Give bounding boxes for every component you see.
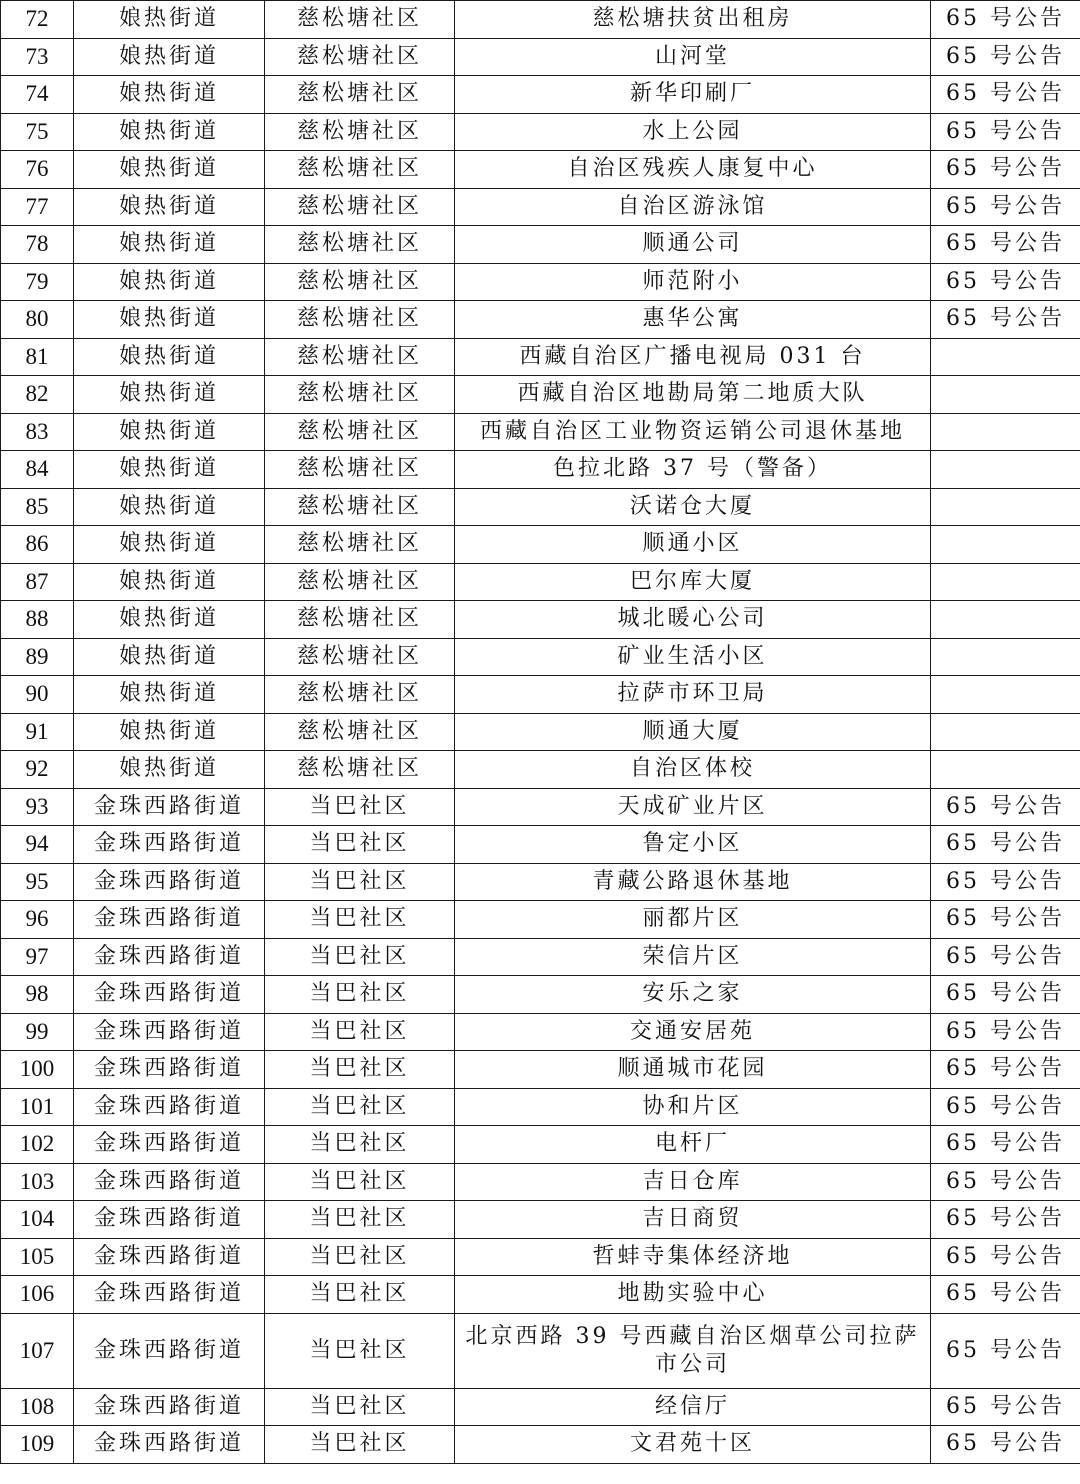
street-cell: 金珠西路街道: [74, 1313, 265, 1388]
row-number: 74: [1, 76, 74, 114]
community-cell: 慈松塘社区: [265, 488, 455, 526]
community-cell: 慈松塘社区: [265, 38, 455, 76]
street-cell: 金珠西路街道: [74, 1238, 265, 1276]
street-cell: 娘热街道: [74, 188, 265, 226]
street-cell: 金珠西路街道: [74, 826, 265, 864]
notice-cell: [931, 601, 1080, 639]
community-cell: 当巴社区: [265, 1088, 455, 1126]
row-number: 72: [1, 1, 74, 39]
community-cell: 慈松塘社区: [265, 713, 455, 751]
community-cell: 当巴社区: [265, 1201, 455, 1239]
row-number: 105: [1, 1238, 74, 1276]
row-number: 87: [1, 563, 74, 601]
row-number: 84: [1, 451, 74, 489]
table-row: [1, 676, 1080, 714]
table-row: [1, 1, 1080, 39]
street-cell: 娘热街道: [74, 413, 265, 451]
notice-cell: 65 号公告: [931, 263, 1080, 301]
notice-cell: 65 号公告: [931, 1126, 1080, 1164]
table-row: [1, 601, 1080, 639]
table-row: [1, 863, 1080, 901]
row-number: 73: [1, 38, 74, 76]
location-cell: 荣信片区: [455, 938, 931, 976]
notice-cell: 65 号公告: [931, 901, 1080, 939]
location-cell: 吉日商贸: [455, 1201, 931, 1239]
location-cell: 哲蚌寺集体经济地: [455, 1238, 931, 1276]
street-cell: 娘热街道: [74, 263, 265, 301]
community-cell: 慈松塘社区: [265, 601, 455, 639]
location-cell: 自治区残疾人康复中心: [455, 151, 931, 189]
community-cell: 当巴社区: [265, 1163, 455, 1201]
row-number: 103: [1, 1163, 74, 1201]
notice-cell: 65 号公告: [931, 226, 1080, 264]
community-cell: 当巴社区: [265, 788, 455, 826]
notice-cell: 65 号公告: [931, 1238, 1080, 1276]
row-number: 106: [1, 1276, 74, 1314]
table-row: [1, 713, 1080, 751]
community-cell: 当巴社区: [265, 826, 455, 864]
row-number: 102: [1, 1126, 74, 1164]
street-cell: 金珠西路街道: [74, 863, 265, 901]
notice-cell: 65 号公告: [931, 113, 1080, 151]
notice-cell: [931, 338, 1080, 376]
street-cell: 娘热街道: [74, 301, 265, 339]
community-cell: 慈松塘社区: [265, 301, 455, 339]
street-cell: 娘热街道: [74, 676, 265, 714]
table-row: [1, 338, 1080, 376]
table-row: [1, 376, 1080, 414]
street-cell: 娘热街道: [74, 76, 265, 114]
community-cell: 慈松塘社区: [265, 451, 455, 489]
community-cell: 慈松塘社区: [265, 751, 455, 789]
notice-cell: 65 号公告: [931, 1276, 1080, 1314]
street-cell: 娘热街道: [74, 563, 265, 601]
street-cell: 金珠西路街道: [74, 938, 265, 976]
location-cell: 文君苑十区: [455, 1426, 931, 1464]
location-cell: 西藏自治区广播电视局 031 台: [455, 338, 931, 376]
notice-cell: 65 号公告: [931, 188, 1080, 226]
community-cell: 慈松塘社区: [265, 526, 455, 564]
notice-cell: 65 号公告: [931, 301, 1080, 339]
notice-cell: [931, 526, 1080, 564]
row-number: 88: [1, 601, 74, 639]
notice-cell: 65 号公告: [931, 938, 1080, 976]
table-row: [1, 1388, 1080, 1426]
table-row: [1, 301, 1080, 339]
notice-cell: 65 号公告: [931, 1, 1080, 39]
notice-cell: 65 号公告: [931, 76, 1080, 114]
notice-cell: 65 号公告: [931, 788, 1080, 826]
community-cell: 当巴社区: [265, 1051, 455, 1089]
location-cell: 吉日仓库: [455, 1163, 931, 1201]
location-cell: 山河堂: [455, 38, 931, 76]
table-row: [1, 1163, 1080, 1201]
community-cell: 慈松塘社区: [265, 413, 455, 451]
location-cell: 自治区游泳馆: [455, 188, 931, 226]
table-row: [1, 563, 1080, 601]
row-number: 90: [1, 676, 74, 714]
street-cell: 娘热街道: [74, 113, 265, 151]
row-number: 107: [1, 1313, 74, 1388]
notice-cell: 65 号公告: [931, 976, 1080, 1014]
location-cell: 慈松塘扶贫出租房: [455, 1, 931, 39]
table-row: [1, 1201, 1080, 1239]
community-cell: 慈松塘社区: [265, 188, 455, 226]
table-row: [1, 526, 1080, 564]
table-row: [1, 1126, 1080, 1164]
location-cell: 拉萨市环卫局: [455, 676, 931, 714]
row-number: 109: [1, 1426, 74, 1464]
location-cell: 顺通城市花园: [455, 1051, 931, 1089]
row-number: 89: [1, 638, 74, 676]
street-cell: 娘热街道: [74, 226, 265, 264]
notice-cell: 65 号公告: [931, 1163, 1080, 1201]
location-cell: 色拉北路 37 号（警备）: [455, 451, 931, 489]
street-cell: 金珠西路街道: [74, 1201, 265, 1239]
row-number: 97: [1, 938, 74, 976]
location-cell: 青藏公路退休基地: [455, 863, 931, 901]
street-cell: 金珠西路街道: [74, 976, 265, 1014]
table-row: [1, 1013, 1080, 1051]
table-row: [1, 1426, 1080, 1464]
row-number: 99: [1, 1013, 74, 1051]
notice-cell: 65 号公告: [931, 1313, 1080, 1388]
street-cell: 金珠西路街道: [74, 1088, 265, 1126]
community-cell: 慈松塘社区: [265, 376, 455, 414]
notice-cell: 65 号公告: [931, 1051, 1080, 1089]
table-row: [1, 638, 1080, 676]
row-number: 78: [1, 226, 74, 264]
table-row: [1, 751, 1080, 789]
street-cell: 金珠西路街道: [74, 1051, 265, 1089]
community-cell: 当巴社区: [265, 901, 455, 939]
table-row: [1, 901, 1080, 939]
community-cell: 慈松塘社区: [265, 263, 455, 301]
notice-cell: [931, 451, 1080, 489]
street-cell: 娘热街道: [74, 151, 265, 189]
row-number: 100: [1, 1051, 74, 1089]
community-cell: 当巴社区: [265, 1426, 455, 1464]
row-number: 91: [1, 713, 74, 751]
community-cell: 当巴社区: [265, 938, 455, 976]
location-cell: 顺通小区: [455, 526, 931, 564]
table-row: [1, 788, 1080, 826]
street-cell: 金珠西路街道: [74, 1013, 265, 1051]
street-cell: 金珠西路街道: [74, 1388, 265, 1426]
community-cell: 慈松塘社区: [265, 676, 455, 714]
location-cell: 鲁定小区: [455, 826, 931, 864]
table-row: [1, 38, 1080, 76]
notice-cell: 65 号公告: [931, 826, 1080, 864]
community-cell: 当巴社区: [265, 1013, 455, 1051]
row-number: 77: [1, 188, 74, 226]
location-cell: 西藏自治区工业物资运销公司退休基地: [455, 413, 931, 451]
community-cell: 当巴社区: [265, 863, 455, 901]
street-cell: 娘热街道: [74, 451, 265, 489]
table-row: [1, 413, 1080, 451]
street-cell: 金珠西路街道: [74, 1426, 265, 1464]
row-number: 75: [1, 113, 74, 151]
notice-cell: 65 号公告: [931, 38, 1080, 76]
location-cell: 安乐之家: [455, 976, 931, 1014]
community-cell: 慈松塘社区: [265, 226, 455, 264]
table-row: [1, 226, 1080, 264]
street-cell: 娘热街道: [74, 601, 265, 639]
table-row: [1, 976, 1080, 1014]
notice-cell: 65 号公告: [931, 1426, 1080, 1464]
community-cell: 当巴社区: [265, 1313, 455, 1388]
location-cell: 惠华公寓: [455, 301, 931, 339]
table-row: [1, 1313, 1080, 1388]
community-cell: 当巴社区: [265, 976, 455, 1014]
notice-cell: [931, 376, 1080, 414]
notice-cell: [931, 638, 1080, 676]
community-cell: 当巴社区: [265, 1388, 455, 1426]
table-row: [1, 1088, 1080, 1126]
notice-cell: [931, 413, 1080, 451]
street-cell: 金珠西路街道: [74, 901, 265, 939]
location-cell: 巴尔库大厦: [455, 563, 931, 601]
row-number: 104: [1, 1201, 74, 1239]
row-number: 101: [1, 1088, 74, 1126]
notice-cell: [931, 751, 1080, 789]
street-cell: 娘热街道: [74, 526, 265, 564]
community-cell: 慈松塘社区: [265, 338, 455, 376]
row-number: 79: [1, 263, 74, 301]
location-cell: 新华印刷厂: [455, 76, 931, 114]
row-number: 80: [1, 301, 74, 339]
row-number: 108: [1, 1388, 74, 1426]
row-number: 85: [1, 488, 74, 526]
street-cell: 娘热街道: [74, 376, 265, 414]
table-row: [1, 76, 1080, 114]
street-cell: 娘热街道: [74, 638, 265, 676]
street-cell: 娘热街道: [74, 488, 265, 526]
row-number: 98: [1, 976, 74, 1014]
row-number: 95: [1, 863, 74, 901]
community-cell: 慈松塘社区: [265, 563, 455, 601]
community-cell: 当巴社区: [265, 1276, 455, 1314]
street-cell: 金珠西路街道: [74, 1126, 265, 1164]
community-cell: 慈松塘社区: [265, 638, 455, 676]
row-number: 76: [1, 151, 74, 189]
community-cell: 慈松塘社区: [265, 76, 455, 114]
notice-cell: [931, 563, 1080, 601]
row-number: 86: [1, 526, 74, 564]
street-cell: 金珠西路街道: [74, 1163, 265, 1201]
location-cell: 顺通公司: [455, 226, 931, 264]
notice-cell: 65 号公告: [931, 1201, 1080, 1239]
location-cell: 矿业生活小区: [455, 638, 931, 676]
table-body: [1, 1, 1080, 1464]
street-cell: 娘热街道: [74, 713, 265, 751]
street-cell: 娘热街道: [74, 338, 265, 376]
notice-cell: 65 号公告: [931, 1388, 1080, 1426]
table-row: [1, 488, 1080, 526]
notice-cell: [931, 676, 1080, 714]
community-cell: 慈松塘社区: [265, 151, 455, 189]
notice-cell: [931, 488, 1080, 526]
street-cell: 娘热街道: [74, 1, 265, 39]
location-cell: 交通安居苑: [455, 1013, 931, 1051]
location-cell: 师范附小: [455, 263, 931, 301]
location-cell: 经信厅: [455, 1388, 931, 1426]
community-cell: 当巴社区: [265, 1126, 455, 1164]
row-number: 82: [1, 376, 74, 414]
location-cell: 丽都片区: [455, 901, 931, 939]
location-cell: 水上公园: [455, 113, 931, 151]
table-row: [1, 113, 1080, 151]
row-number: 92: [1, 751, 74, 789]
street-cell: 娘热街道: [74, 38, 265, 76]
table-row: [1, 151, 1080, 189]
table-row: [1, 1238, 1080, 1276]
location-cell: 北京西路 39 号西藏自治区烟草公司拉萨市公司: [455, 1313, 931, 1388]
location-cell: 西藏自治区地勘局第二地质大队: [455, 376, 931, 414]
location-cell: 电杆厂: [455, 1126, 931, 1164]
row-number: 96: [1, 901, 74, 939]
row-number: 81: [1, 338, 74, 376]
notice-cell: 65 号公告: [931, 1013, 1080, 1051]
row-number: 93: [1, 788, 74, 826]
table-row: [1, 1051, 1080, 1089]
table-row: [1, 1276, 1080, 1314]
table-row: [1, 826, 1080, 864]
table-row: [1, 188, 1080, 226]
notice-cell: 65 号公告: [931, 151, 1080, 189]
location-cell: 顺通大厦: [455, 713, 931, 751]
row-number: 83: [1, 413, 74, 451]
street-cell: 金珠西路街道: [74, 1276, 265, 1314]
notice-cell: [931, 713, 1080, 751]
street-cell: 娘热街道: [74, 751, 265, 789]
location-cell: 协和片区: [455, 1088, 931, 1126]
location-cell: 城北暖心公司: [455, 601, 931, 639]
location-cell: 自治区体校: [455, 751, 931, 789]
location-cell: 天成矿业片区: [455, 788, 931, 826]
notice-cell: 65 号公告: [931, 1088, 1080, 1126]
row-number: 94: [1, 826, 74, 864]
community-cell: 慈松塘社区: [265, 1, 455, 39]
street-cell: 金珠西路街道: [74, 788, 265, 826]
community-cell: 慈松塘社区: [265, 113, 455, 151]
notice-cell: 65 号公告: [931, 863, 1080, 901]
table-row: [1, 263, 1080, 301]
table-row: [1, 451, 1080, 489]
community-cell: 当巴社区: [265, 1238, 455, 1276]
location-cell: 地勘实验中心: [455, 1276, 931, 1314]
table-row: [1, 938, 1080, 976]
location-cell: 沃诺仓大厦: [455, 488, 931, 526]
